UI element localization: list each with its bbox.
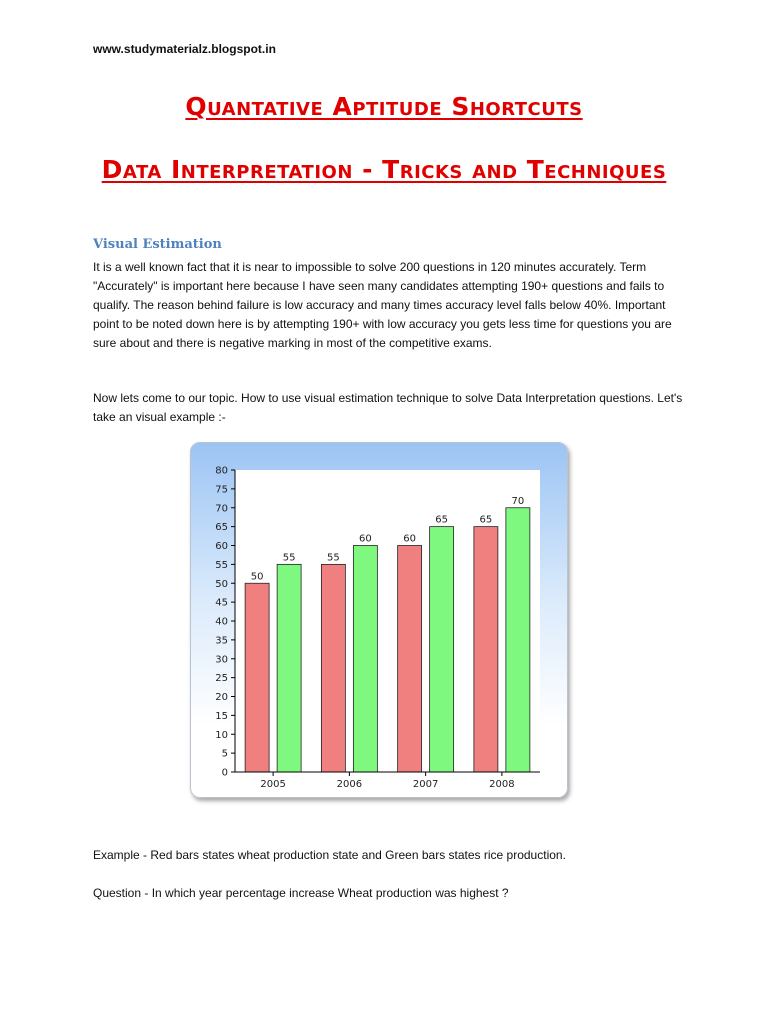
bar-chart: [191, 443, 567, 797]
bar-rice-2005: [277, 564, 301, 772]
y-tick-label: 55: [215, 559, 228, 571]
data-label: 70: [511, 495, 525, 507]
y-tick-label: 50: [215, 578, 228, 590]
x-tick-label: 2007: [412, 779, 439, 790]
topic-paragraph: Now lets come to our topic. How to use visual estimation technique to solve Data Interpretation questions. Let's take an visual example :-: [93, 391, 683, 424]
bar-rice-2007: [430, 527, 454, 772]
data-label: 60: [359, 533, 372, 545]
y-tick-label: 45: [215, 597, 228, 609]
data-label: 65: [435, 514, 448, 526]
example-text: Example - Red bars states wheat production state and Green bars states rice production.: [93, 848, 566, 862]
y-tick-label: 70: [215, 503, 228, 515]
y-tick-label: 30: [215, 654, 228, 666]
bar-wheat-2008: [474, 527, 498, 772]
bar-wheat-2006: [321, 564, 345, 772]
y-tick-label: 20: [215, 692, 228, 703]
y-tick-label: 5: [221, 748, 228, 760]
data-label: 50: [250, 571, 264, 583]
data-label: 60: [403, 533, 416, 545]
y-tick-label: 40: [215, 616, 228, 628]
data-label: 65: [479, 514, 493, 526]
y-tick-label: 0: [221, 767, 228, 779]
y-tick-label: 25: [215, 673, 228, 685]
bar-wheat-2005: [245, 583, 269, 772]
y-tick-label: 60: [215, 541, 228, 552]
y-tick-label: 10: [215, 729, 228, 741]
site-url: www.studymaterialz.blogspot.in: [93, 42, 276, 56]
data-label: 55: [282, 552, 296, 564]
y-tick-label: 80: [215, 465, 228, 477]
bar-wheat-2007: [398, 546, 422, 773]
page-title: Quantative Aptitude Shortcuts: [185, 92, 583, 121]
intro-paragraph: It is a well known fact that it is near to impossible to solve 200 questions in 120 minutes accurately. Term "Accurately" is important here because I have seen many candidates attempting 190+ questions and fails to qualify. The reason behind failure is low accuracy and many times accuracy level falls below 40%. Important point to be noted down here is by attempting 190+ with low accuracy you gets less time for questions you are sure about and there is negative marking in most of the competitive exams.: [93, 260, 672, 350]
x-tick-label: 2006: [336, 779, 363, 790]
bar-rice-2008: [506, 508, 530, 772]
data-label: 55: [327, 552, 340, 564]
bar-rice-2006: [353, 546, 377, 773]
x-tick-label: 2005: [260, 779, 286, 790]
y-tick-label: 65: [215, 522, 228, 534]
bar-chart-frame: [190, 442, 568, 798]
question-text: Question - In which year percentage increase Wheat production was highest ?: [93, 886, 509, 900]
x-tick-label: 2008: [489, 779, 515, 790]
section-heading: Visual Estimation: [93, 237, 222, 252]
y-tick-label: 75: [215, 484, 228, 496]
y-tick-label: 35: [215, 635, 228, 647]
y-tick-label: 15: [215, 710, 228, 722]
page-subtitle: Data Interpretation - Tricks and Techniques: [101, 155, 667, 184]
